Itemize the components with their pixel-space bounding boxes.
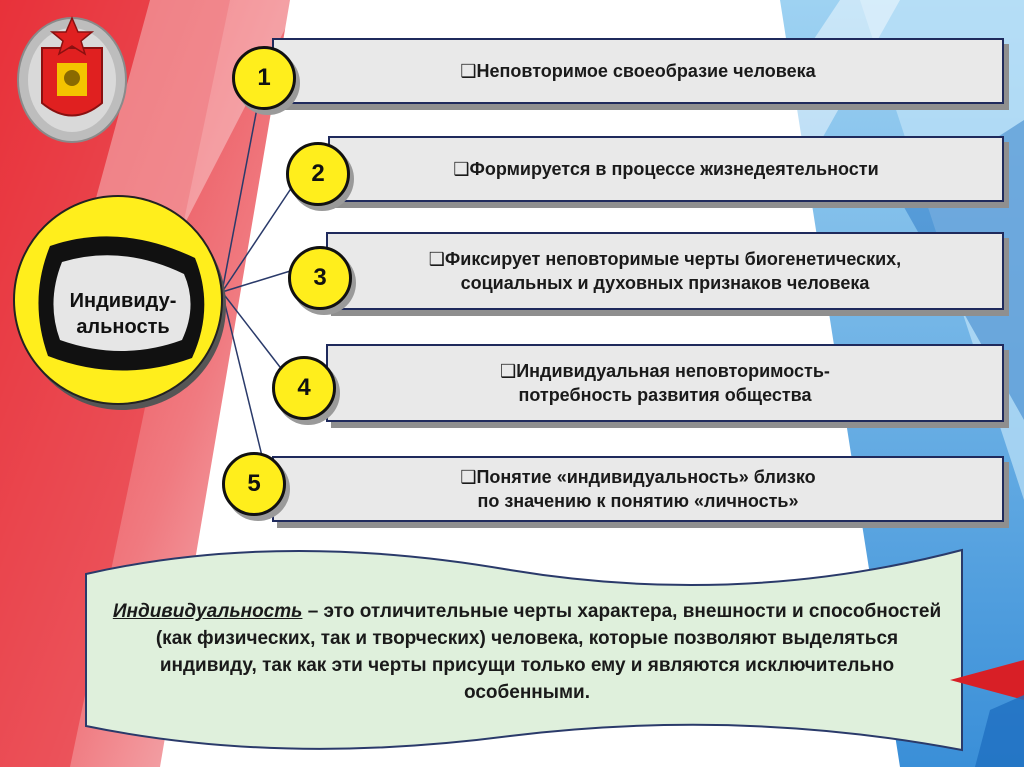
item-box-5 xyxy=(272,456,1004,522)
item-box-4 xyxy=(326,344,1004,422)
item-text-5: ❑Понятие «индивидуальность» близко по значению к понятию «личность» xyxy=(460,467,816,511)
definition-text xyxy=(108,598,946,706)
item-text-3: ❑Фиксирует неповторимые черты биогенетических, социальных и духовных признаков человека xyxy=(428,249,902,293)
item-number-4: 4 xyxy=(297,374,311,401)
item-number-5: 5 xyxy=(247,470,261,497)
item-badge-1 xyxy=(232,46,296,110)
item-text-2: ❑Формируется в процессе жизнедеятельности xyxy=(453,159,879,179)
emblem-logo xyxy=(12,8,132,148)
star-decoration xyxy=(920,600,1024,767)
item-text-1: ❑Неповторимое своеобразие человека xyxy=(460,61,816,81)
definition-body: – это отличительные черты характера, внешности и способностей (как физических, так и творческих) человека, которые позволяют выделяться индивиду, так как эти черты присущи только ему и являются исключительно особенными. xyxy=(155,601,942,703)
hub-label: Индивиду- альность xyxy=(69,290,177,338)
item-badge-2 xyxy=(286,142,350,206)
item-number-2: 2 xyxy=(311,160,325,187)
definition-term: Индивидуальность xyxy=(112,601,303,622)
item-badge-5 xyxy=(222,452,286,516)
item-text-4: ❑Индивидуальная неповторимость- потребность развития общества xyxy=(500,361,830,405)
item-badge-3 xyxy=(288,246,352,310)
item-badge-4 xyxy=(272,356,336,420)
item-number-1: 1 xyxy=(257,64,271,91)
item-box-2 xyxy=(328,136,1004,202)
item-box-1 xyxy=(272,38,1004,104)
item-number-3: 3 xyxy=(313,264,327,291)
item-box-3 xyxy=(326,232,1004,310)
